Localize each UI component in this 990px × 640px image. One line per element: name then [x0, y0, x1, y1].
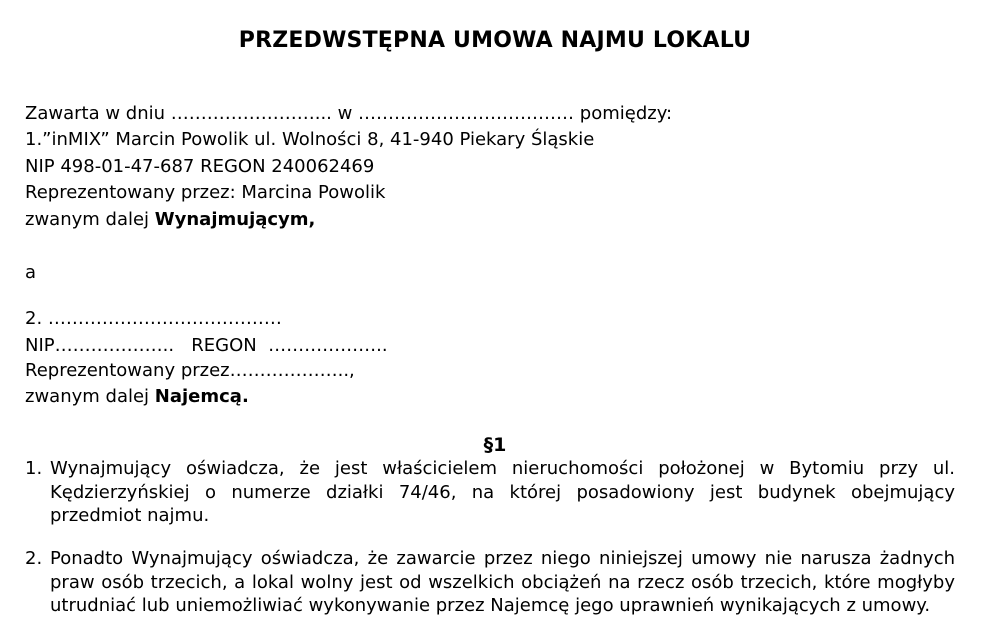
item-number: 1.	[25, 458, 43, 479]
item-text: Ponadto Wynajmujący oświadcza, że zawarcie przez niego niniejszej umowy nie narusza żadnych praw osób trzecich, a lokal wolny jest od wszelkich obciążeń na rzecz osób trzecich, które mogłyby utrudniać lub uniemożliwiać wykonywanie przez Najemcę jego uprawnień wynikających z umowy.	[50, 548, 955, 616]
concluded-line: Zawarta w dniu ……………………... w ……………………………… pomiędzy:	[25, 103, 673, 124]
party1-ids-line: NIP 498-01-47-687 REGON 240062469	[25, 156, 375, 177]
item-number: 2.	[25, 548, 43, 569]
and-connector: a	[25, 262, 37, 283]
party1-representative-line: Reprezentowany przez: Marcina Powolik	[25, 182, 386, 203]
party2-role: Najemcą.	[154, 386, 249, 407]
party2-name-line: 2. …………………………………	[25, 308, 282, 329]
document-title: PRZEDWSTĘPNA UMOWA NAJMU LOKALU	[238, 28, 752, 53]
section-1-item	[25, 457, 955, 528]
party2-called-line	[25, 385, 249, 409]
party1-called-prefix: zwanym dalej	[25, 209, 155, 230]
section-1-heading: §1	[483, 434, 507, 456]
party2-ids-line: NIP……………….. REGON ………………..	[25, 335, 388, 356]
party1-role: Wynajmującym,	[154, 209, 316, 230]
party1-called-line	[25, 208, 315, 232]
party2-called-prefix: zwanym dalej	[25, 386, 155, 407]
section-1-item	[25, 547, 955, 618]
item-text: Wynajmujący oświadcza, że jest właścicielem nieruchomości położonej w Bytomiu przy ul. Kędzierzyńskiej o numerze działki 74/46, na której posadowiony jest budynek obejmujący przedmiot najmu.	[50, 458, 955, 526]
party2-representative-line: Reprezentowany przez………………..,	[25, 360, 355, 381]
party1-name-line: 1.”inMIX” Marcin Powolik ul. Wolności 8, 41-940 Piekary Śląskie	[25, 129, 595, 150]
